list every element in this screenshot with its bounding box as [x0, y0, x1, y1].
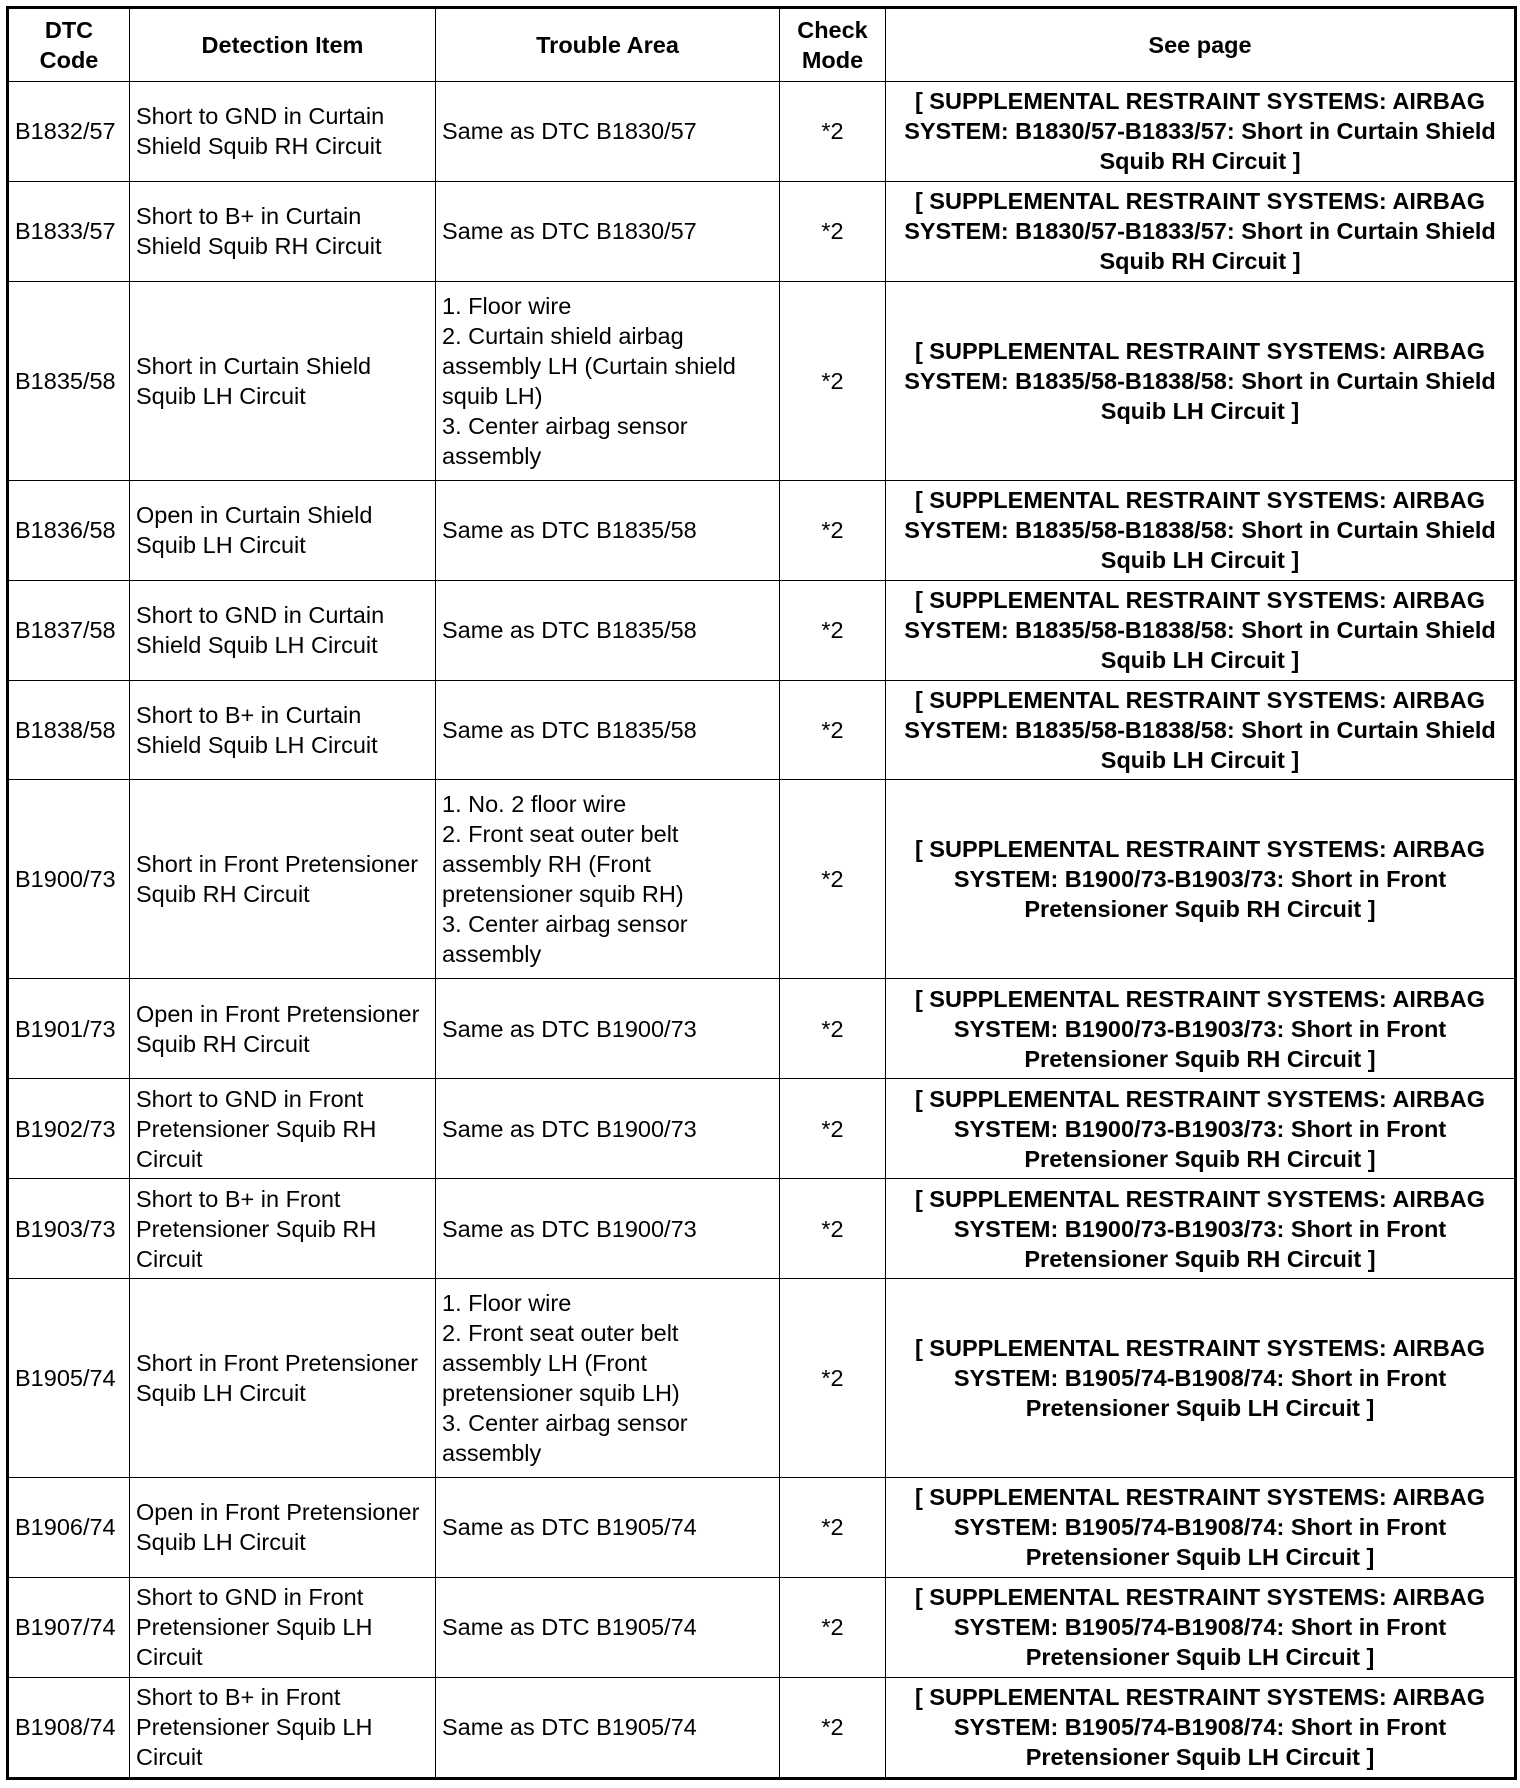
- check-mode-cell: *2: [780, 1079, 886, 1179]
- trouble-area-cell: Same as DTC B1830/57: [436, 82, 780, 182]
- detection-item-cell: Short to B+ in Front Pretensioner Squib RH Circuit: [130, 1179, 436, 1279]
- dtc-code-cell: B1903/73: [8, 1179, 130, 1279]
- dtc-code-cell: B1835/58: [8, 281, 130, 480]
- header-trouble-area: Trouble Area: [436, 8, 780, 82]
- check-mode-cell: *2: [780, 1179, 886, 1279]
- header-see-page: See page: [886, 8, 1516, 82]
- trouble-area-list-item: 1. Floor wire: [442, 291, 773, 321]
- trouble-area-list-item: 1. Floor wire: [442, 1288, 773, 1318]
- trouble-area-list: [442, 789, 773, 969]
- see-page-link[interactable]: [ SUPPLEMENTAL RESTRAINT SYSTEMS: AIRBAG SYSTEM: B1900/73-B1903/73: Short in Front Pretensioner Squib RH Circuit ]: [886, 1079, 1516, 1179]
- check-mode-cell: *2: [780, 82, 886, 182]
- see-page-link[interactable]: [ SUPPLEMENTAL RESTRAINT SYSTEMS: AIRBAG SYSTEM: B1900/73-B1903/73: Short in Front Pretensioner Squib RH Circuit ]: [886, 1179, 1516, 1279]
- trouble-area-cell: [436, 780, 780, 979]
- see-page-link[interactable]: [ SUPPLEMENTAL RESTRAINT SYSTEMS: AIRBAG SYSTEM: B1835/58-B1838/58: Short in Curtain Shield Squib LH Circuit ]: [886, 480, 1516, 580]
- check-mode-cell: *2: [780, 281, 886, 480]
- check-mode-cell: *2: [780, 680, 886, 780]
- dtc-code-cell: B1908/74: [8, 1677, 130, 1778]
- header-dtc-code: DTC Code: [8, 8, 130, 82]
- check-mode-cell: *2: [780, 580, 886, 680]
- detection-item-cell: Open in Front Pretensioner Squib RH Circuit: [130, 979, 436, 1079]
- table-header-row: [8, 8, 1516, 82]
- check-mode-cell: *2: [780, 1279, 886, 1478]
- trouble-area-list-item: 2. Front seat outer belt assembly LH (Front pretensioner squib LH): [442, 1318, 773, 1408]
- trouble-area-cell: Same as DTC B1835/58: [436, 680, 780, 780]
- table-row: [8, 580, 1516, 680]
- dtc-code-cell: B1837/58: [8, 580, 130, 680]
- table-row: [8, 1279, 1516, 1478]
- check-mode-cell: *2: [780, 181, 886, 281]
- detection-item-cell: Short to GND in Front Pretensioner Squib RH Circuit: [130, 1079, 436, 1179]
- table-row: [8, 979, 1516, 1079]
- trouble-area-list: [442, 291, 773, 471]
- table-row: [8, 1179, 1516, 1279]
- see-page-link[interactable]: [ SUPPLEMENTAL RESTRAINT SYSTEMS: AIRBAG SYSTEM: B1900/73-B1903/73: Short in Front Pretensioner Squib RH Circuit ]: [886, 780, 1516, 979]
- see-page-link[interactable]: [ SUPPLEMENTAL RESTRAINT SYSTEMS: AIRBAG SYSTEM: B1900/73-B1903/73: Short in Front Pretensioner Squib RH Circuit ]: [886, 979, 1516, 1079]
- trouble-area-list-item: 3. Center airbag sensor assembly: [442, 1408, 773, 1468]
- trouble-area-cell: Same as DTC B1905/74: [436, 1577, 780, 1677]
- trouble-area-cell: [436, 281, 780, 480]
- table-row: [8, 181, 1516, 281]
- trouble-area-cell: [436, 1279, 780, 1478]
- dtc-code-cell: B1905/74: [8, 1279, 130, 1478]
- see-page-link[interactable]: [ SUPPLEMENTAL RESTRAINT SYSTEMS: AIRBAG SYSTEM: B1830/57-B1833/57: Short in Curtain Shield Squib RH Circuit ]: [886, 181, 1516, 281]
- table-row: [8, 1577, 1516, 1677]
- table-row: [8, 1677, 1516, 1778]
- trouble-area-cell: Same as DTC B1905/74: [436, 1677, 780, 1778]
- trouble-area-list: [442, 1288, 773, 1468]
- see-page-link[interactable]: [ SUPPLEMENTAL RESTRAINT SYSTEMS: AIRBAG SYSTEM: B1905/74-B1908/74: Short in Front Pretensioner Squib LH Circuit ]: [886, 1279, 1516, 1478]
- see-page-link[interactable]: [ SUPPLEMENTAL RESTRAINT SYSTEMS: AIRBAG SYSTEM: B1835/58-B1838/58: Short in Curtain Shield Squib LH Circuit ]: [886, 680, 1516, 780]
- check-mode-cell: *2: [780, 979, 886, 1079]
- detection-item-cell: Short to B+ in Curtain Shield Squib LH Circuit: [130, 680, 436, 780]
- trouble-area-cell: Same as DTC B1905/74: [436, 1477, 780, 1577]
- table-row: [8, 1477, 1516, 1577]
- check-mode-cell: *2: [780, 1677, 886, 1778]
- check-mode-cell: *2: [780, 780, 886, 979]
- detection-item-cell: Short in Front Pretensioner Squib LH Circuit: [130, 1279, 436, 1478]
- detection-item-cell: Open in Curtain Shield Squib LH Circuit: [130, 480, 436, 580]
- table-row: [8, 780, 1516, 979]
- trouble-area-list-item: 1. No. 2 floor wire: [442, 789, 773, 819]
- see-page-link[interactable]: [ SUPPLEMENTAL RESTRAINT SYSTEMS: AIRBAG SYSTEM: B1835/58-B1838/58: Short in Curtain Shield Squib LH Circuit ]: [886, 281, 1516, 480]
- check-mode-cell: *2: [780, 480, 886, 580]
- header-check-mode: Check Mode: [780, 8, 886, 82]
- trouble-area-list-item: 3. Center airbag sensor assembly: [442, 909, 773, 969]
- see-page-link[interactable]: [ SUPPLEMENTAL RESTRAINT SYSTEMS: AIRBAG SYSTEM: B1830/57-B1833/57: Short in Curtain Shield Squib RH Circuit ]: [886, 82, 1516, 182]
- trouble-area-list-item: 2. Curtain shield airbag assembly LH (Curtain shield squib LH): [442, 321, 773, 411]
- table-row: [8, 680, 1516, 780]
- table-row: [8, 1079, 1516, 1179]
- see-page-link[interactable]: [ SUPPLEMENTAL RESTRAINT SYSTEMS: AIRBAG SYSTEM: B1835/58-B1838/58: Short in Curtain Shield Squib LH Circuit ]: [886, 580, 1516, 680]
- trouble-area-cell: Same as DTC B1900/73: [436, 979, 780, 1079]
- dtc-code-cell: B1900/73: [8, 780, 130, 979]
- table-row: [8, 82, 1516, 182]
- trouble-area-cell: Same as DTC B1830/57: [436, 181, 780, 281]
- dtc-code-cell: B1907/74: [8, 1577, 130, 1677]
- table-row: [8, 480, 1516, 580]
- dtc-code-cell: B1902/73: [8, 1079, 130, 1179]
- check-mode-cell: *2: [780, 1477, 886, 1577]
- dtc-table: [6, 6, 1517, 1780]
- check-mode-cell: *2: [780, 1577, 886, 1677]
- see-page-link[interactable]: [ SUPPLEMENTAL RESTRAINT SYSTEMS: AIRBAG SYSTEM: B1905/74-B1908/74: Short in Front Pretensioner Squib LH Circuit ]: [886, 1477, 1516, 1577]
- dtc-code-cell: B1901/73: [8, 979, 130, 1079]
- detection-item-cell: Short to GND in Curtain Shield Squib LH Circuit: [130, 580, 436, 680]
- dtc-code-cell: B1906/74: [8, 1477, 130, 1577]
- header-detection-item: Detection Item: [130, 8, 436, 82]
- trouble-area-cell: Same as DTC B1900/73: [436, 1179, 780, 1279]
- trouble-area-cell: Same as DTC B1900/73: [436, 1079, 780, 1179]
- table-body: [8, 82, 1516, 1779]
- see-page-link[interactable]: [ SUPPLEMENTAL RESTRAINT SYSTEMS: AIRBAG SYSTEM: B1905/74-B1908/74: Short in Front Pretensioner Squib LH Circuit ]: [886, 1677, 1516, 1778]
- trouble-area-cell: Same as DTC B1835/58: [436, 480, 780, 580]
- dtc-code-cell: B1838/58: [8, 680, 130, 780]
- detection-item-cell: Short to GND in Curtain Shield Squib RH Circuit: [130, 82, 436, 182]
- detection-item-cell: Short to B+ in Curtain Shield Squib RH Circuit: [130, 181, 436, 281]
- table-row: [8, 281, 1516, 480]
- trouble-area-list-item: 2. Front seat outer belt assembly RH (Front pretensioner squib RH): [442, 819, 773, 909]
- dtc-code-cell: B1836/58: [8, 480, 130, 580]
- see-page-link[interactable]: [ SUPPLEMENTAL RESTRAINT SYSTEMS: AIRBAG SYSTEM: B1905/74-B1908/74: Short in Front Pretensioner Squib LH Circuit ]: [886, 1577, 1516, 1677]
- trouble-area-list-item: 3. Center airbag sensor assembly: [442, 411, 773, 471]
- detection-item-cell: Short in Curtain Shield Squib LH Circuit: [130, 281, 436, 480]
- detection-item-cell: Short in Front Pretensioner Squib RH Circuit: [130, 780, 436, 979]
- trouble-area-cell: Same as DTC B1835/58: [436, 580, 780, 680]
- detection-item-cell: Short to GND in Front Pretensioner Squib LH Circuit: [130, 1577, 436, 1677]
- detection-item-cell: Short to B+ in Front Pretensioner Squib LH Circuit: [130, 1677, 436, 1778]
- detection-item-cell: Open in Front Pretensioner Squib LH Circuit: [130, 1477, 436, 1577]
- dtc-code-cell: B1832/57: [8, 82, 130, 182]
- dtc-code-cell: B1833/57: [8, 181, 130, 281]
